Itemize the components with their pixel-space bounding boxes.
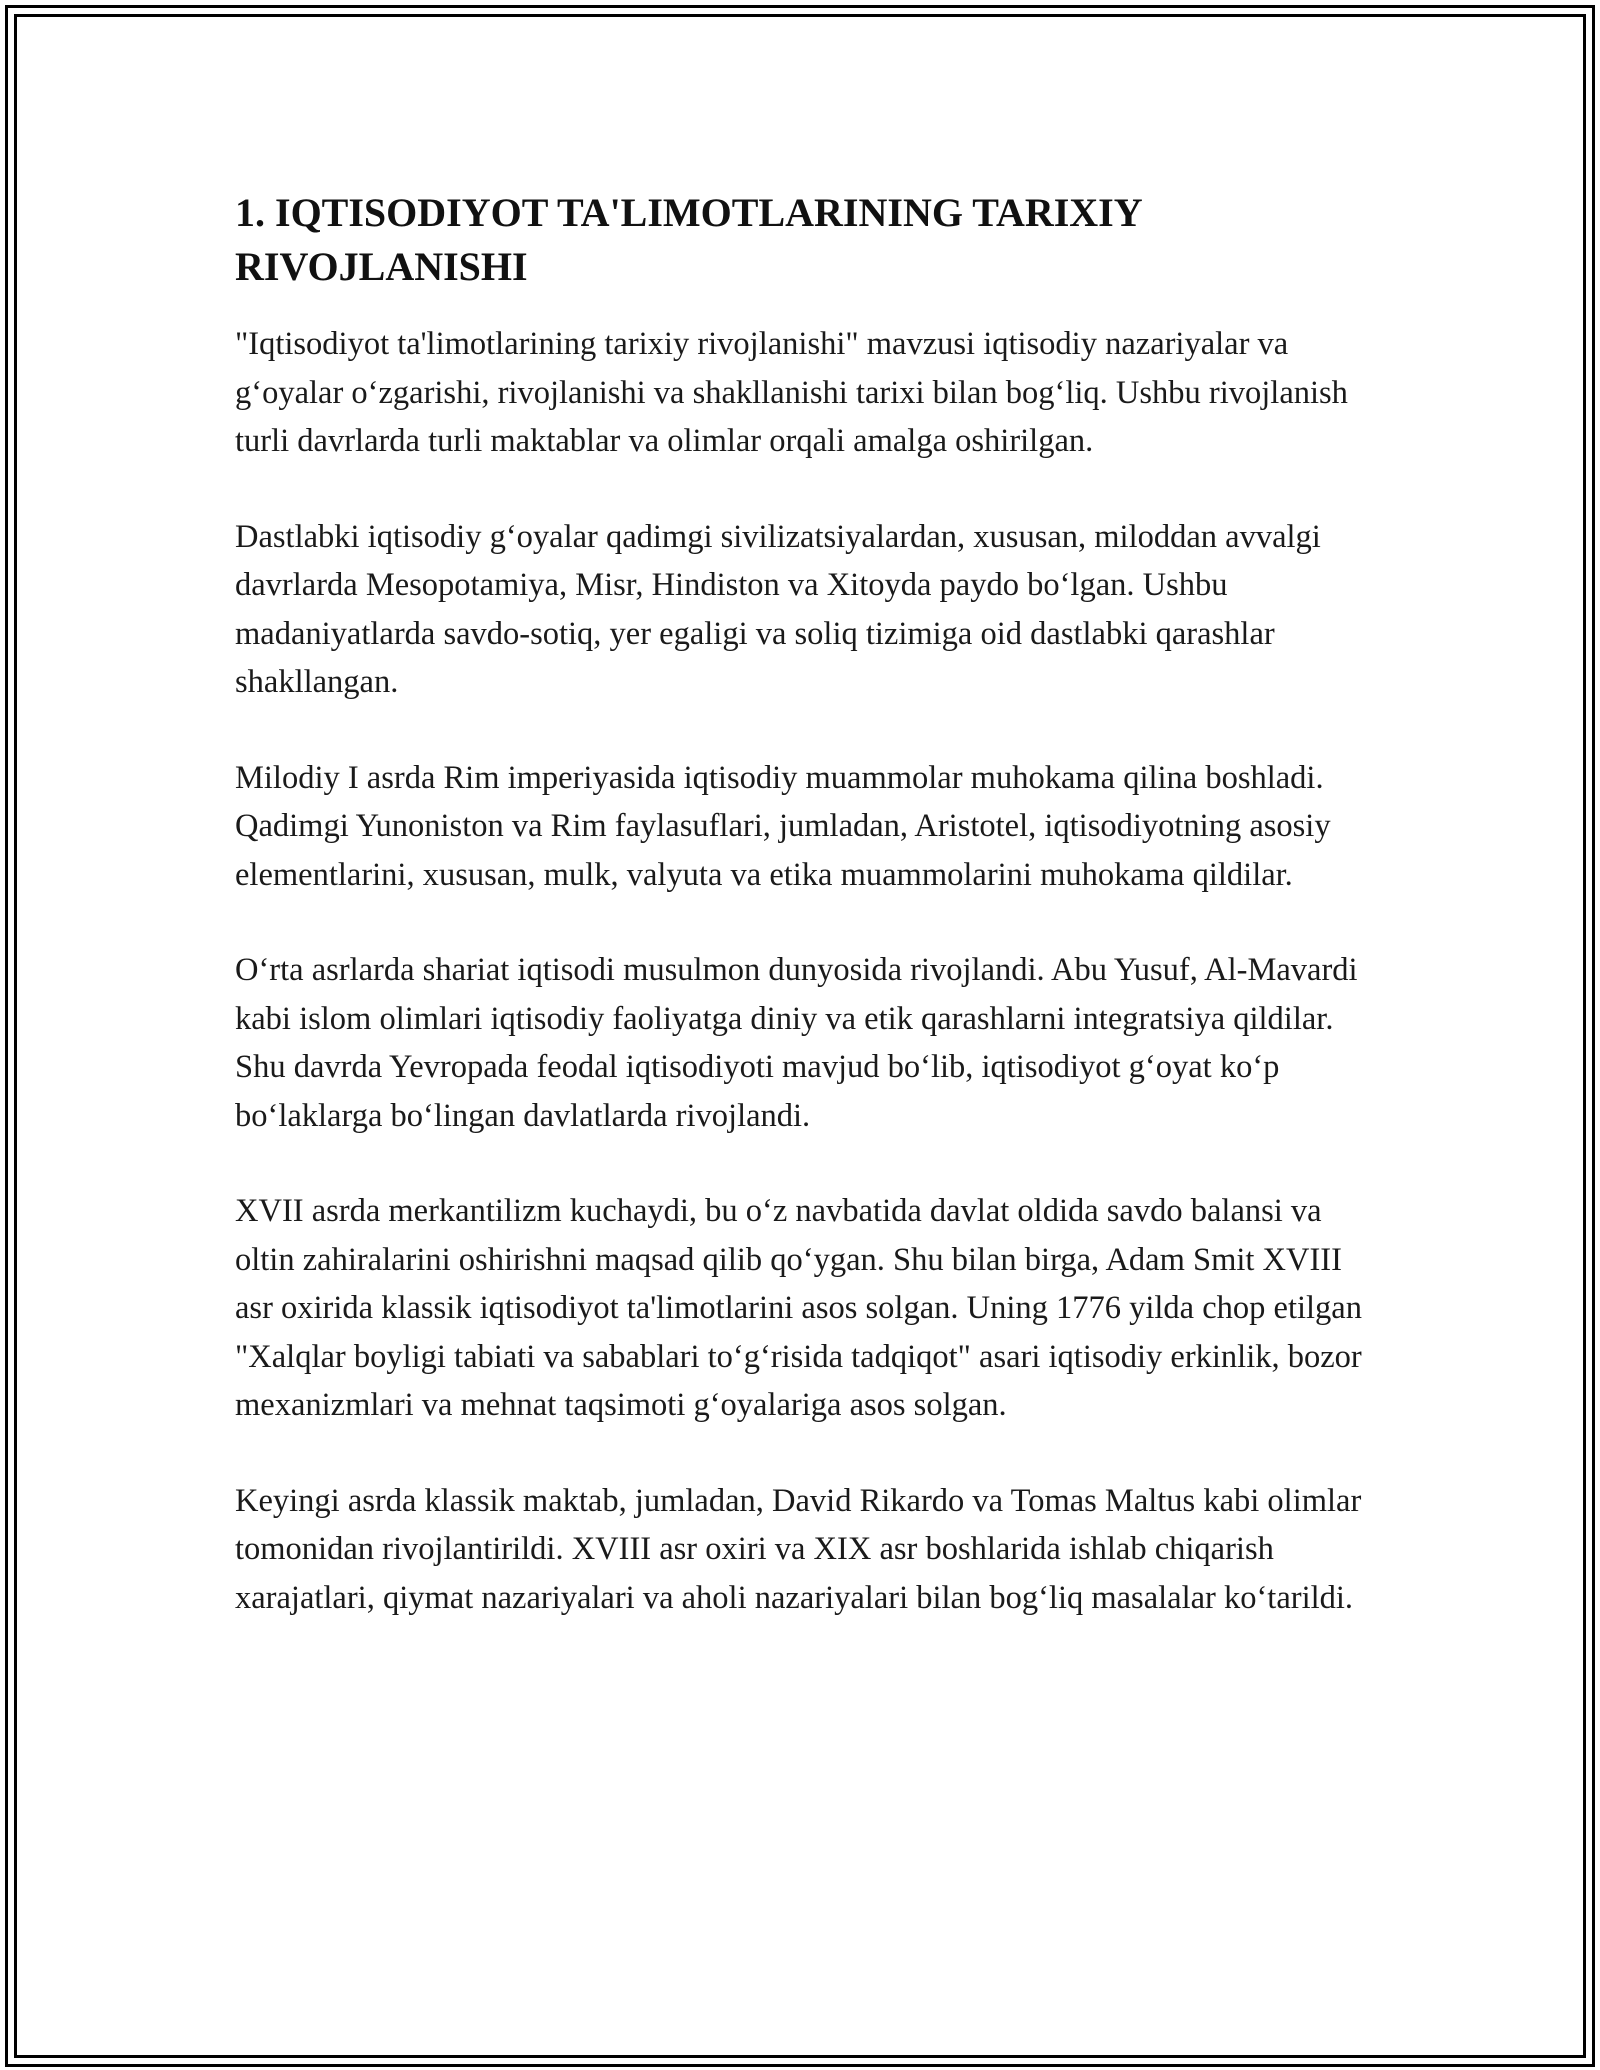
paragraph-ancient-civilizations: Dastlabki iqtisodiy g‘oyalar qadimgi sivilizatsiyalardan, xususan, miloddan avvalgi davrlarda Mesopotamiya, Misr, Hindiston va Xitoyda paydo bo‘lgan. Ushbu madaniyatlarda savdo-sotiq, yer egaligi va soliq tizimiga oid dastlabki qarashlar shakllangan. bbox=[235, 518, 1321, 700]
section-heading: 1. IQTISODIYOT TA'LIMOTLARINING TARIXIY RIVOJLANISHI bbox=[235, 190, 1142, 289]
paragraph-middle-ages: O‘rta asrlarda shariat iqtisodi musulmon dunyosida rivojlandi. Abu Yusuf, Al-Mavardi kabi islom olimlari iqtisodiy faoliyatga diniy va etik qarashlarni integratsiya qildilar. Shu davrda Yevropada feodal iqtisodiyoti mavjud bo‘lib, iqtisodiyot g‘oyat ko‘p bo‘laklarga bo‘lingan davlatlarda rivojlandi. bbox=[235, 952, 1358, 1134]
paragraph-classical-school: Keyingi asrda klassik maktab, jumladan, David Rikardo va Tomas Maltus kabi olimlar tomonidan rivojlantirildi. XVIII asr oxiri va XIX asr boshlarida ishlab chiqarish xarajatlari, qiymat nazariyalari va aholi nazariyalari bilan bog‘liq masalalar ko‘tarildi. bbox=[235, 1482, 1362, 1616]
paragraph-intro: "Iqtisodiyot ta'limotlarining tarixiy rivojlanishi" mavzusi iqtisodiy nazariyalar va g‘oyalar o‘zgarishi, rivojlanishi va shakllanishi tarixi bilan bog‘liq. Ushbu rivojlanish turli davrlarda turli maktablar va olimlar orqali amalga oshirilgan. bbox=[235, 326, 1348, 459]
document-body bbox=[235, 186, 1385, 1669]
paragraph-mercantilism: XVII asrda merkantilizm kuchaydi, bu o‘z navbatida davlat oldida savdo balansi va oltin zahiralarini oshirishni maqsad qilib qo‘ygan. Shu bilan birga, Adam Smit XVIII asr oxirida klassik iqtisodiyot ta'limotlarini asos solgan. Uning 1776 yilda chop etilgan "Xalqlar boyligi tabiati va sabablari to‘g‘risida tadqiqot" asari iqtisodiy erkinlik, bozor mexanizmlari va mehnat taqsimoti g‘oyalariga asos solgan. bbox=[235, 1193, 1362, 1423]
paragraph-roman-empire: Milodiy I asrda Rim imperiyasida iqtisodiy muammolar muhokama qilina boshladi. Qadimgi Yunoniston va Rim faylasuflari, jumladan, Aristotel, iqtisodiyotning asosiy elementlarini, xususan, mulk, valyuta va etika muammolarini muhokama qildilar. bbox=[235, 759, 1331, 893]
